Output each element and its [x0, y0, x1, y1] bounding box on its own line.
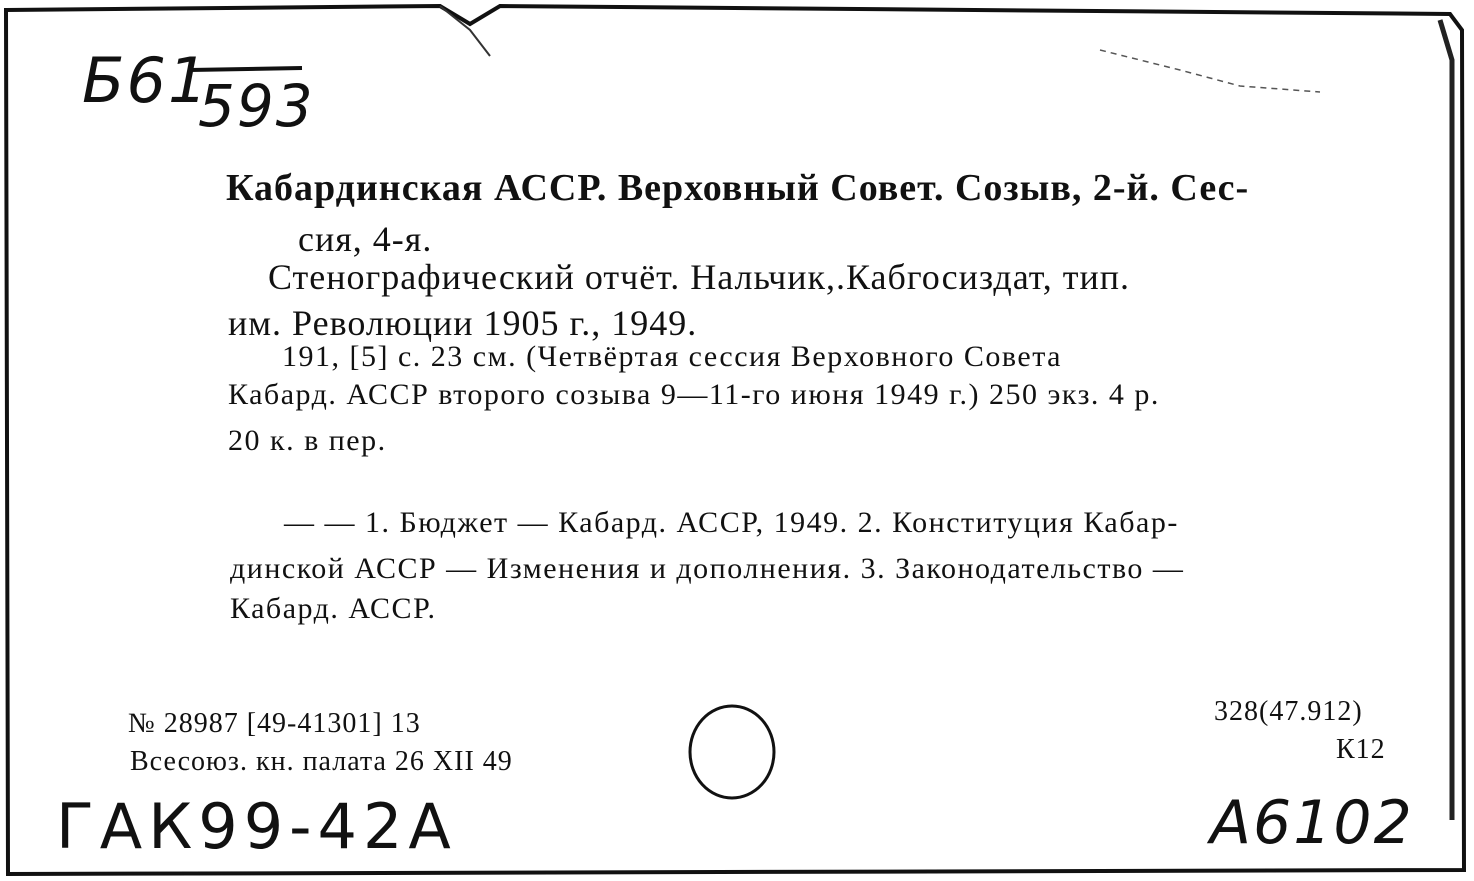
subjects-line-3: Кабард. АССР.	[230, 592, 437, 625]
handwritten-bottom-left: ГАК99-42А	[56, 790, 457, 863]
desc-line-1: 191, [5] с. 23 см. (Четвёртая сессия Верховного Совета	[282, 340, 1062, 373]
desc-line-2: Кабард. АССР второго созыва 9—11-го июня 1949 г.) 250 экз. 4 р.	[228, 378, 1160, 411]
footer-left-line-1: № 28987 [49-41301] 13	[128, 708, 421, 739]
footer-left-line-2: Всесоюз. кн. палата 26 XII 49	[130, 746, 513, 777]
subjects-line-2: динской АССР — Изменения и дополнения. 3. Законодательство —	[230, 552, 1185, 585]
footer-right-line-2: К12	[1336, 734, 1386, 765]
footer-right-line-1: 328(47.912)	[1214, 696, 1363, 727]
title-line-1: Стенографический отчёт. Нальчик,.Кабгосиздат, тип.	[268, 257, 1131, 297]
stamp-circle	[690, 706, 774, 798]
shelfmark-top: Б61	[82, 44, 210, 117]
shelfmark-fraction: 593	[198, 72, 315, 140]
heading-line-2: сия, 4-я.	[298, 219, 433, 259]
desc-line-3: 20 к. в пер.	[228, 424, 387, 457]
title-line-2: им. Революции 1905 г., 1949.	[228, 303, 698, 343]
heading-line-1: Кабардинская АССР. Верховный Совет. Созыв, 2-й. Сес-	[226, 167, 1250, 209]
subjects-line-1: — — 1. Бюджет — Кабард. АССР, 1949. 2. Конституция Кабар-	[284, 506, 1179, 539]
handwritten-bottom-right: А6102	[1210, 788, 1414, 858]
